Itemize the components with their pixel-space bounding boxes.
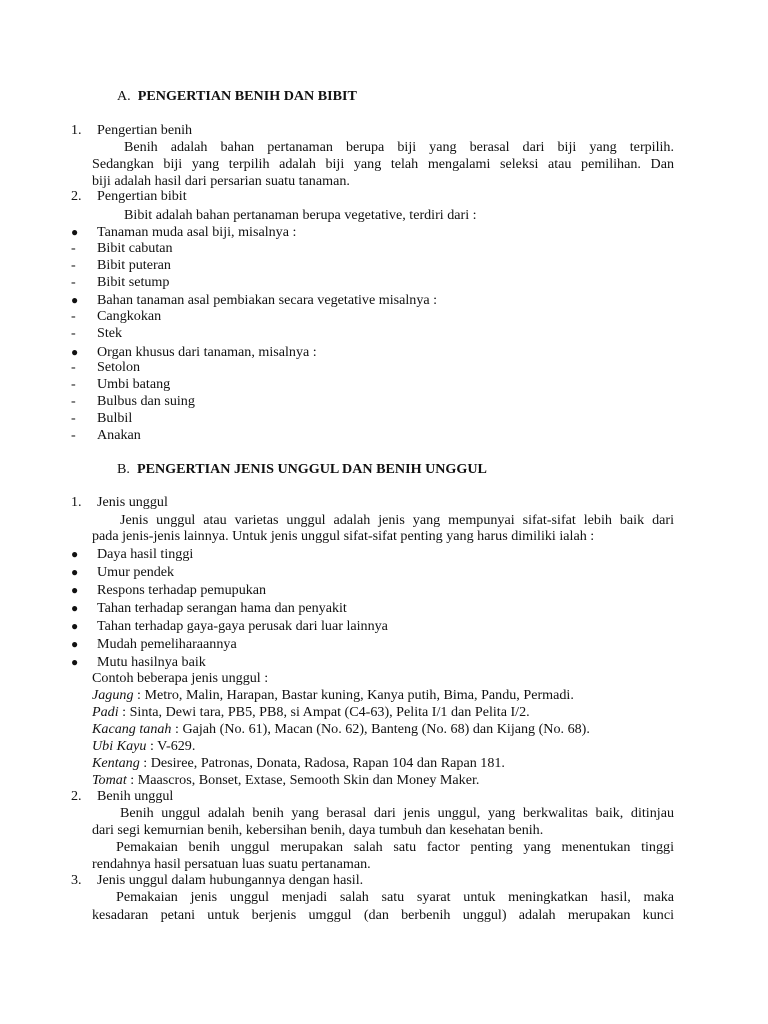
item-b2-number: 2. bbox=[71, 788, 82, 804]
bullet-marker: ● bbox=[71, 637, 79, 651]
dash-marker: - bbox=[71, 427, 76, 443]
example-crop: Jagung bbox=[92, 687, 134, 703]
list-item: Bibit cabutan bbox=[97, 240, 173, 256]
section-b-heading bbox=[117, 461, 487, 478]
example-varieties: : Gajah (No. 61), Macan (No. 62), Banteng (No. 68) dan Kijang (No. 68). bbox=[171, 721, 590, 737]
dash-marker: - bbox=[71, 257, 76, 273]
list-item: Respons terhadap pemupukan bbox=[97, 582, 267, 598]
list-item: Mutu hasilnya baik bbox=[97, 654, 206, 670]
bullet-marker: ● bbox=[71, 565, 79, 579]
example-row bbox=[92, 755, 505, 772]
item-a2-title: Pengertian bibit bbox=[97, 188, 187, 204]
dash-marker: - bbox=[71, 240, 76, 256]
item-b2-para-line: Benih unggul adalah benih yang berasal dari jenis unggul, yang berkwalitas baik, ditinjau bbox=[120, 805, 674, 821]
example-crop: Padi bbox=[92, 704, 119, 720]
section-a-number: A. bbox=[117, 88, 131, 104]
dash-marker: - bbox=[71, 393, 76, 409]
item-a1-para-line: biji adalah hasil dari persarian suatu tanaman. bbox=[92, 173, 350, 189]
bullet-marker: ● bbox=[71, 547, 79, 561]
section-a-heading bbox=[117, 88, 357, 105]
list-item: Bibit puteran bbox=[97, 257, 171, 273]
section-a-title: PENGERTIAN BENIH DAN BIBIT bbox=[137, 88, 357, 104]
bullet-marker: ● bbox=[71, 655, 79, 669]
bullet-marker: ● bbox=[71, 619, 79, 633]
example-row bbox=[92, 687, 574, 704]
list-item: Anakan bbox=[97, 427, 141, 443]
list-item: Tahan terhadap gaya-gaya perusak dari luar lainnya bbox=[97, 618, 388, 634]
item-b2-para-line: rendahnya hasil persatuan luas suatu pertanaman. bbox=[92, 856, 371, 872]
item-a1-title: Pengertian benih bbox=[97, 122, 193, 138]
dash-marker: - bbox=[71, 359, 76, 375]
item-b1-para-line: pada jenis-jenis lainnya. Untuk jenis unggul sifat-sifat penting yang harus dimiliki ialah : bbox=[92, 528, 595, 544]
example-varieties: : Sinta, Dewi tara, PB5, PB8, si Ampat (C4-63), Pelita I/1 dan Pelita I/2. bbox=[118, 704, 530, 720]
group-label: Bahan tanaman asal pembiakan secara vegetative misalnya : bbox=[97, 292, 438, 308]
item-b3-para-line: kesadaran petani untuk berjenis umggul (dan berbenih unggul) adalah merupakan kunci bbox=[92, 907, 674, 923]
dash-marker: - bbox=[71, 376, 76, 392]
list-item: Umur pendek bbox=[97, 564, 175, 580]
list-item: Tahan terhadap serangan hama dan penyakit bbox=[97, 600, 347, 616]
example-varieties: : Metro, Malin, Harapan, Bastar kuning, Kanya putih, Bima, Pandu, Permadi. bbox=[133, 687, 574, 703]
example-crop: Kacang tanah bbox=[92, 721, 172, 737]
section-b-number: B. bbox=[117, 461, 130, 477]
item-b1-title: Jenis unggul bbox=[97, 494, 168, 510]
example-crop: Kentang bbox=[92, 755, 140, 771]
item-a1-number: 1. bbox=[71, 122, 82, 138]
dash-marker: - bbox=[71, 325, 76, 341]
example-row bbox=[92, 772, 479, 789]
example-row bbox=[92, 738, 195, 755]
example-varieties: : Desiree, Patronas, Donata, Radosa, Rapan 104 dan Rapan 181. bbox=[139, 755, 505, 771]
list-item: Cangkokan bbox=[97, 308, 162, 324]
item-a2-number: 2. bbox=[71, 188, 82, 204]
list-item: Bulbil bbox=[97, 410, 133, 426]
item-b2-para-line: Pemakaian benih unggul merupakan salah satu factor penting yang menentukan tinggi bbox=[116, 839, 674, 855]
item-b1-para-line: Jenis unggul atau varietas unggul adalah jenis yang mempunyai sifat-sifat lebih baik dari bbox=[120, 512, 674, 528]
list-item: Bibit setump bbox=[97, 274, 170, 290]
item-b3-number: 3. bbox=[71, 872, 82, 888]
item-b1-number: 1. bbox=[71, 494, 82, 510]
list-item: Mudah pemeliharaannya bbox=[97, 636, 237, 652]
item-b2-para-line: dari segi kemurnian benih, kebersihan benih, daya tumbuh dan kesehatan benih. bbox=[92, 822, 544, 838]
dash-marker: - bbox=[71, 410, 76, 426]
item-a1-para-line: Benih adalah bahan pertanaman berupa biji yang berasal dari biji yang terpilih. bbox=[124, 139, 674, 155]
example-varieties: : V-629. bbox=[146, 738, 196, 754]
example-crop: Tomat bbox=[92, 772, 127, 788]
group-label: Organ khusus dari tanaman, misalnya : bbox=[97, 344, 317, 360]
section-b-title: PENGERTIAN JENIS UNGGUL DAN BENIH UNGGUL bbox=[136, 461, 487, 477]
example-varieties: : Maascros, Bonset, Extase, Semooth Skin dan Money Maker. bbox=[126, 772, 480, 788]
bullet-marker: ● bbox=[71, 601, 79, 615]
group-label: Tanaman muda asal biji, misalnya : bbox=[97, 224, 297, 240]
item-b3-title: Jenis unggul dalam hubungannya dengan hasil. bbox=[97, 872, 364, 888]
list-item: Setolon bbox=[97, 359, 141, 375]
list-item: Daya hasil tinggi bbox=[97, 546, 194, 562]
item-a2-para: Bibit adalah bahan pertanaman berupa vegetative, terdiri dari : bbox=[124, 207, 477, 223]
bullet-marker: ● bbox=[71, 345, 79, 359]
list-item: Bulbus dan suing bbox=[97, 393, 195, 409]
item-a1-para-line: Sedangkan biji yang terpilih adalah biji yang telah mengalami seleksi atau pemilihan. Dan bbox=[92, 156, 674, 172]
list-item: Stek bbox=[97, 325, 123, 341]
list-item: Umbi batang bbox=[97, 376, 171, 392]
dash-marker: - bbox=[71, 308, 76, 324]
bullet-marker: ● bbox=[71, 225, 79, 239]
example-row bbox=[92, 704, 530, 721]
examples-intro: Contoh beberapa jenis unggul : bbox=[92, 670, 269, 686]
item-b3-para-line: Pemakaian jenis unggul menjadi salah satu syarat untuk meningkatkan hasil, maka bbox=[116, 889, 674, 905]
dash-marker: - bbox=[71, 274, 76, 290]
item-b2-title: Benih unggul bbox=[97, 788, 174, 804]
example-row bbox=[92, 721, 590, 738]
bullet-marker: ● bbox=[71, 293, 79, 307]
example-crop: Ubi Kayu bbox=[92, 738, 147, 754]
bullet-marker: ● bbox=[71, 583, 79, 597]
